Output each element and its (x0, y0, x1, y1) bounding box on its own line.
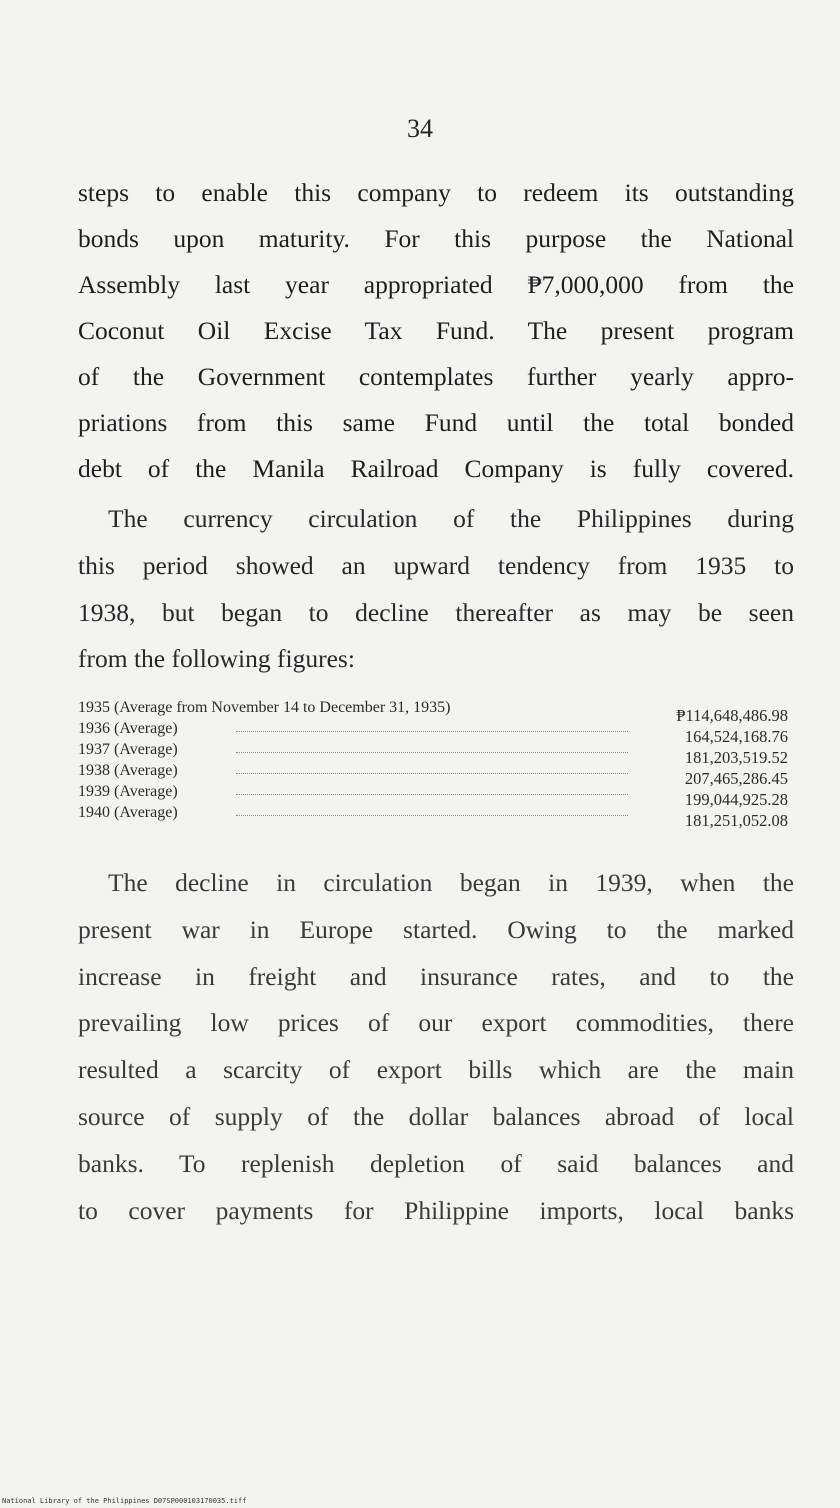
paragraph-3-line: increase in freight and insurance rates, and to the (78, 962, 794, 991)
paragraph-1-line: Assembly last year appropriated ₱7,000,000 from the (78, 270, 794, 299)
row-amount: 164,524,168.76 (684, 727, 788, 746)
row-amount: 207,465,286.45 (684, 769, 788, 788)
row-label: 1936 (Average) (78, 720, 178, 737)
paragraph-2-line: The currency circulation of the Philippines during (108, 504, 794, 533)
scan-footer-note: National Library of the Philippines D07SP000103170035.tiff (2, 1497, 247, 1505)
row-label: 1939 (Average) (78, 783, 178, 800)
dot-leader (236, 752, 628, 753)
paragraph-1-line: steps to enable this company to redeem its outstanding (78, 178, 794, 207)
paragraph-3-line: source of supply of the dollar balances abroad of local (78, 1102, 794, 1131)
dot-leader (236, 794, 628, 795)
table-row (78, 718, 788, 746)
paragraph-3-line: prevailing low prices of our export commodities, there (78, 1008, 794, 1037)
row-label: 1938 (Average) (78, 762, 178, 779)
paragraph-1-line: Coconut Oil Excise Tax Fund. The present program (78, 316, 794, 345)
table-row (78, 802, 788, 830)
paragraph-3-line: resulted a scarcity of export bills which are the main (78, 1055, 794, 1084)
row-amount: 181,203,519.52 (684, 748, 788, 767)
page-number: 34 (407, 114, 433, 143)
row-amount: ₱114,648,486.98 (676, 706, 788, 725)
paragraph-1-line: bonds upon maturity. For this purpose the National (78, 224, 794, 253)
table-row (78, 781, 788, 809)
paragraph-2-line: this period showed an upward tendency from 1935 to (78, 551, 794, 580)
dot-leader (236, 731, 628, 732)
row-label: 1937 (Average) (78, 741, 178, 758)
table-row (78, 760, 788, 788)
dot-leader (236, 815, 628, 816)
row-amount: 199,044,925.28 (684, 790, 788, 809)
paragraph-1-line: debt of the Manila Railroad Company is fully covered. (78, 454, 794, 483)
paragraph-3-line: The decline in circulation began in 1939, when the (108, 868, 794, 897)
dot-leader (236, 773, 628, 774)
row-label: 1935 (Average from November 14 to December 31, 1935) (78, 699, 451, 716)
table-row (78, 697, 788, 725)
table-row (78, 739, 788, 767)
row-amount: 181,251,052.08 (684, 811, 788, 830)
paragraph-1-line: priations from this same Fund until the total bonded (78, 408, 794, 437)
paragraph-1-line: of the Government contemplates further yearly appro- (78, 362, 794, 391)
paragraph-2-line: 1938, but began to decline thereafter as may be seen (78, 598, 794, 627)
paragraph-3-line: banks. To replenish depletion of said balances and (78, 1149, 794, 1178)
circulation-figures-table (78, 697, 788, 830)
paragraph-3-line: to cover payments for Philippine imports, local banks (78, 1196, 794, 1225)
row-label: 1940 (Average) (78, 804, 178, 821)
paragraph-3-line: present war in Europe started. Owing to the marked (78, 915, 794, 944)
paragraph-2-line: from the following figures: (78, 644, 355, 673)
